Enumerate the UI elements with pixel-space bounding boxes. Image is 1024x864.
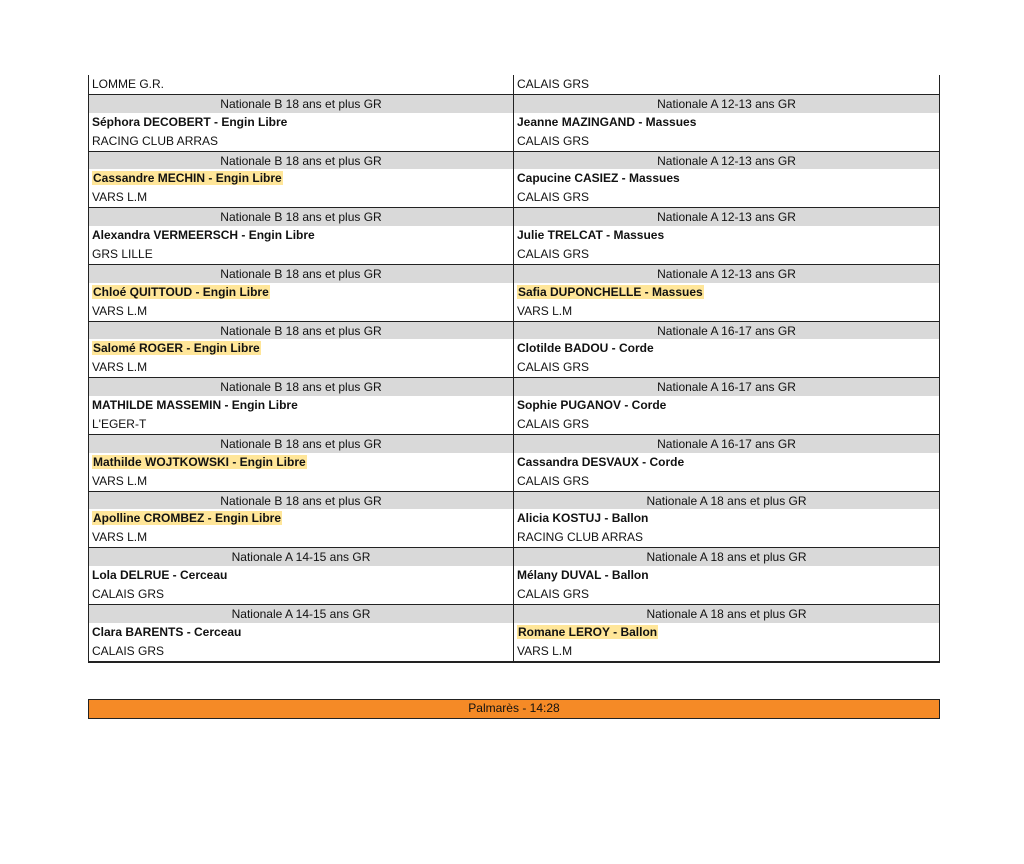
- club-cell: [89, 415, 514, 434]
- athlete-name: Salomé ROGER - Engin Libre: [93, 341, 260, 356]
- athlete-name: Cassandra DESVAUX - Corde: [517, 454, 685, 469]
- club-text: VARS L.M: [92, 473, 148, 488]
- club-row: [89, 188, 939, 207]
- athlete-row: [89, 509, 939, 528]
- club-cell: [89, 188, 514, 207]
- category-text: Nationale B 18 ans et plus GR: [220, 96, 382, 111]
- club-cell: [89, 302, 514, 321]
- category-cell: [89, 208, 514, 226]
- club-row: [89, 585, 939, 604]
- athlete-name: Romane LEROY - Ballon: [518, 624, 658, 639]
- athlete-cell: [89, 453, 514, 472]
- athlete-name: Sophie PUGANOV - Corde: [517, 398, 667, 413]
- athlete-cell: [514, 339, 939, 358]
- club-cell: [514, 302, 939, 321]
- club-text: CALAIS GRS: [517, 247, 590, 262]
- athlete-cell: [89, 509, 514, 528]
- club-cell: [514, 75, 939, 94]
- club-cell: [514, 472, 939, 491]
- athlete-name: Lola DELRUE - Cerceau: [92, 568, 228, 583]
- category-cell: [89, 265, 514, 283]
- category-text: Nationale B 18 ans et plus GR: [220, 493, 382, 508]
- athlete-row: [89, 623, 939, 642]
- club-text: VARS L.M: [517, 643, 573, 658]
- category-cell: [514, 322, 939, 340]
- club-text: CALAIS GRS: [517, 360, 590, 375]
- category-cell: [514, 95, 939, 113]
- athlete-cell: [89, 169, 514, 188]
- athlete-cell: [89, 226, 514, 245]
- club-text: VARS L.M: [92, 530, 148, 545]
- club-text: CALAIS GRS: [92, 587, 165, 602]
- club-cell: [514, 245, 939, 264]
- athlete-name: MATHILDE MASSEMIN - Engin Libre: [92, 398, 298, 413]
- club-cell: [514, 188, 939, 207]
- category-text: Nationale A 18 ans et plus GR: [646, 606, 807, 621]
- athlete-name: Clotilde BADOU - Corde: [517, 341, 654, 356]
- club-row: [89, 132, 939, 151]
- club-row: [89, 528, 939, 547]
- club-text: CALAIS GRS: [517, 417, 590, 432]
- category-row: [89, 321, 939, 340]
- club-row: [89, 245, 939, 264]
- athlete-cell: [89, 623, 514, 642]
- athlete-cell: [514, 283, 939, 302]
- category-row: [89, 377, 939, 396]
- category-row: [89, 207, 939, 226]
- club-cell: [514, 358, 939, 377]
- category-row: [89, 264, 939, 283]
- club-row: [89, 642, 939, 661]
- club-text: CALAIS GRS: [517, 190, 590, 205]
- category-text: Nationale B 18 ans et plus GR: [220, 266, 382, 281]
- category-row: [89, 434, 939, 453]
- athlete-cell: [514, 226, 939, 245]
- category-text: Nationale A 14-15 ans GR: [231, 606, 371, 621]
- athlete-name: Chloé QUITTOUD - Engin Libre: [93, 284, 269, 299]
- athlete-cell: [89, 566, 514, 585]
- athlete-row: [89, 339, 939, 358]
- category-cell: [89, 95, 514, 113]
- athlete-name: Clara BARENTS - Cerceau: [92, 624, 242, 639]
- club-row: [89, 302, 939, 321]
- club-text: VARS L.M: [92, 303, 148, 318]
- club-cell: [89, 585, 514, 604]
- athlete-name: Cassandre MECHIN - Engin Libre: [93, 171, 282, 186]
- club-cell: [514, 415, 939, 434]
- category-text: Nationale B 18 ans et plus GR: [220, 380, 382, 395]
- athlete-cell: [89, 396, 514, 415]
- club-text: CALAIS GRS: [517, 133, 590, 148]
- athlete-name: Julie TRELCAT - Massues: [517, 228, 665, 243]
- club-row: [89, 358, 939, 377]
- athlete-row: [89, 113, 939, 132]
- athlete-name: Mélany DUVAL - Ballon: [517, 568, 649, 583]
- athlete-name: Séphora DECOBERT - Engin Libre: [92, 114, 288, 129]
- category-text: Nationale A 12-13 ans GR: [657, 210, 796, 225]
- athlete-cell: [514, 396, 939, 415]
- category-row: [89, 491, 939, 510]
- category-cell: [514, 548, 939, 566]
- category-cell: [514, 152, 939, 170]
- athlete-name: Mathilde WOJTKOWSKI - Engin Libre: [93, 454, 306, 469]
- athlete-name: Capucine CASIEZ - Massues: [517, 171, 680, 186]
- category-cell: [89, 152, 514, 170]
- category-cell: [514, 378, 939, 396]
- club-text: GRS LILLE: [92, 247, 153, 262]
- athlete-name: Apolline CROMBEZ - Engin Libre: [93, 511, 281, 526]
- category-cell: [89, 435, 514, 453]
- club-text: RACING CLUB ARRAS: [517, 530, 644, 545]
- category-cell: [514, 265, 939, 283]
- athlete-cell: [89, 113, 514, 132]
- category-cell: [89, 378, 514, 396]
- club-cell: [89, 642, 514, 661]
- category-text: Nationale A 18 ans et plus GR: [646, 493, 807, 508]
- club-cell: [89, 472, 514, 491]
- club-text: RACING CLUB ARRAS: [92, 133, 219, 148]
- club-text: CALAIS GRS: [92, 643, 165, 658]
- club-text: CALAIS GRS: [517, 77, 590, 91]
- category-text: Nationale A 14-15 ans GR: [231, 550, 371, 565]
- category-cell: [514, 492, 939, 510]
- category-text: Nationale A 12-13 ans GR: [657, 153, 796, 168]
- category-text: Nationale A 16-17 ans GR: [657, 323, 796, 338]
- category-text: Nationale A 16-17 ans GR: [657, 436, 796, 451]
- category-cell: [89, 548, 514, 566]
- category-cell: [514, 208, 939, 226]
- club-cell: [514, 132, 939, 151]
- club-text: VARS L.M: [92, 190, 148, 205]
- category-cell: [89, 322, 514, 340]
- club-cell: [89, 358, 514, 377]
- club-row: [89, 415, 939, 434]
- club-row: [89, 472, 939, 491]
- athlete-row: [89, 283, 939, 302]
- athlete-row: [89, 566, 939, 585]
- athlete-cell: [514, 453, 939, 472]
- club-cell: [514, 528, 939, 547]
- club-text: LOMME G.R.: [92, 77, 165, 91]
- category-text: Nationale B 18 ans et plus GR: [220, 323, 382, 338]
- category-cell: [514, 435, 939, 453]
- palmares-label: Palmarès - 14:28: [468, 701, 560, 715]
- category-cell: [89, 605, 514, 623]
- results-table: [88, 75, 940, 663]
- athlete-cell: [89, 283, 514, 302]
- club-text: VARS L.M: [92, 360, 148, 375]
- athlete-row: [89, 226, 939, 245]
- category-row: [89, 94, 939, 113]
- category-row: [89, 151, 939, 170]
- palmares-banner: [88, 699, 940, 719]
- entries-body: [89, 94, 939, 661]
- club-cell: [89, 528, 514, 547]
- club-cell: [89, 75, 514, 94]
- athlete-cell: [514, 169, 939, 188]
- category-text: Nationale A 18 ans et plus GR: [646, 550, 807, 565]
- category-text: Nationale A 16-17 ans GR: [657, 380, 796, 395]
- club-text: CALAIS GRS: [517, 473, 590, 488]
- athlete-cell: [514, 113, 939, 132]
- club-cell: [89, 245, 514, 264]
- category-text: Nationale B 18 ans et plus GR: [220, 153, 382, 168]
- category-text: Nationale A 12-13 ans GR: [657, 266, 796, 281]
- club-cell: [514, 642, 939, 661]
- category-row: [89, 604, 939, 623]
- club-cell: [514, 585, 939, 604]
- club-text: VARS L.M: [517, 303, 573, 318]
- club-text: L'EGER-T: [92, 417, 147, 432]
- club-cell: [89, 132, 514, 151]
- club-text: CALAIS GRS: [517, 587, 590, 602]
- athlete-cell: [89, 339, 514, 358]
- category-text: Nationale B 18 ans et plus GR: [220, 210, 382, 225]
- category-text: Nationale B 18 ans et plus GR: [220, 436, 382, 451]
- athlete-cell: [514, 509, 939, 528]
- category-cell: [89, 492, 514, 510]
- athlete-name: Safia DUPONCHELLE - Massues: [518, 284, 703, 299]
- athlete-row: [89, 453, 939, 472]
- category-row: [89, 547, 939, 566]
- athlete-name: Alexandra VERMEERSCH - Engin Libre: [92, 228, 315, 243]
- athlete-cell: [514, 566, 939, 585]
- athlete-name: Jeanne MAZINGAND - Massues: [517, 114, 697, 129]
- athlete-cell: [514, 623, 939, 642]
- top-club-row: [89, 75, 939, 94]
- athlete-row: [89, 169, 939, 188]
- category-text: Nationale A 12-13 ans GR: [657, 96, 796, 111]
- athlete-name: Alicia KOSTUJ - Ballon: [517, 511, 649, 526]
- category-cell: [514, 605, 939, 623]
- athlete-row: [89, 396, 939, 415]
